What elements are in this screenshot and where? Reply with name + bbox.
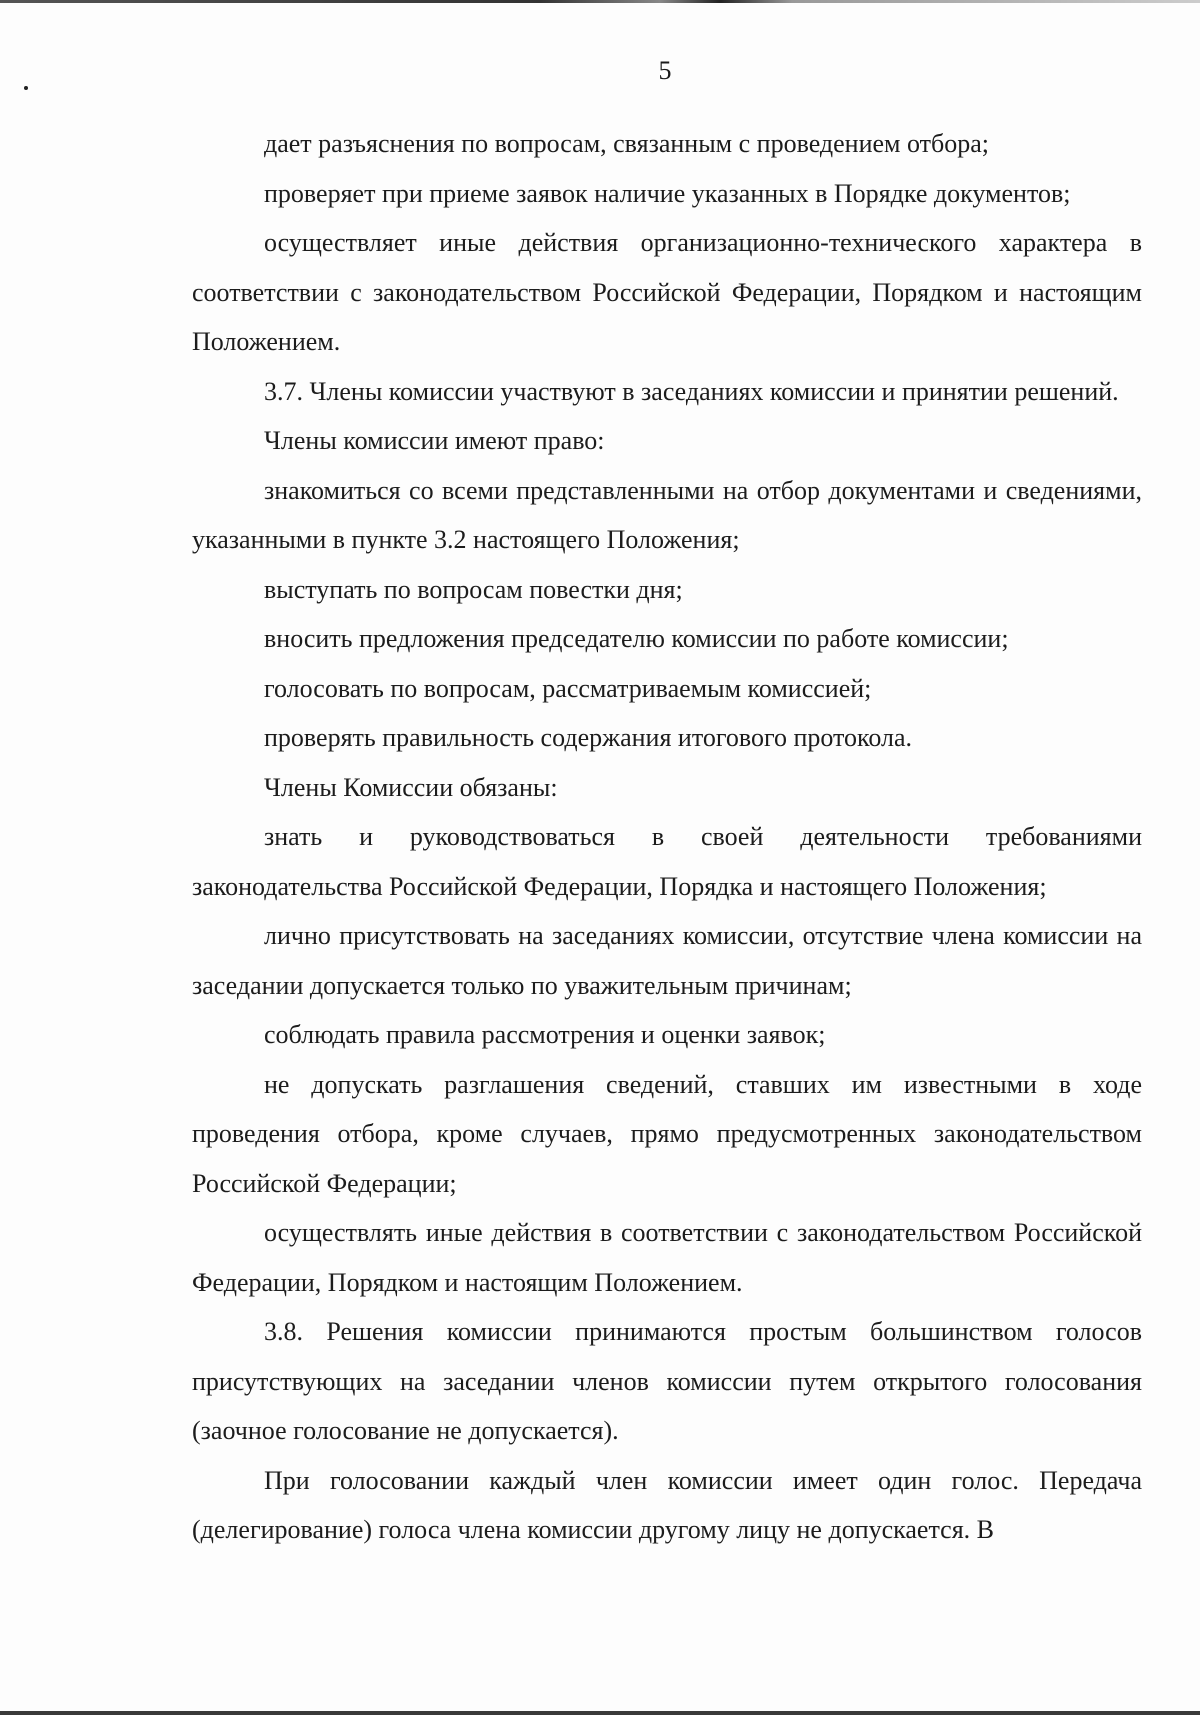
paragraph: проверяет при приеме заявок наличие указанных в Порядке документов; bbox=[264, 178, 1071, 208]
paragraph: осуществлять иные действия в соответствии с законодательством Российской Федерации, Порядком и настоящим Положением. bbox=[192, 1218, 1142, 1297]
paragraph: голосовать по вопросам, рассматриваемым комиссией; bbox=[264, 673, 872, 703]
paragraph: Члены Комиссии обязаны: bbox=[264, 772, 558, 802]
paragraph: осуществляет иные действия организационно-технического характера в соответствии с законодательством Российской Федерации, Порядком и настоящим Положением. bbox=[192, 228, 1142, 356]
paragraph: знать и руководствоваться в своей деятельности требованиями законодательства Российской Федерации, Порядка и настоящего Положения; bbox=[192, 822, 1142, 901]
page-number: 5 bbox=[658, 56, 672, 85]
paragraph: 3.7. Члены комиссии участвуют в заседаниях комиссии и принятии решений. bbox=[264, 376, 1119, 406]
paragraph: вносить предложения председателю комиссии по работе комиссии; bbox=[264, 624, 1009, 653]
scan-speck bbox=[24, 86, 28, 90]
paragraph: дает разъяснения по вопросам, связанным с проведением отбора; bbox=[264, 129, 990, 158]
paragraph: проверять правильность содержания итогового протокола. bbox=[264, 723, 913, 752]
paragraph: лично присутствовать на заседаниях комиссии, отсутствие члена комиссии на заседании допускается только по уважительным причинам; bbox=[192, 921, 1142, 1000]
paragraph: 3.8. Решения комиссии принимаются простым большинством голосов присутствующих на заседании членов комиссии путем открытого голосования (заочное голосование не допускается). bbox=[192, 1317, 1142, 1445]
paragraph: не допускать разглашения сведений, ставших им известными в ходе проведения отбора, кроме случаев, прямо предусмотренных законодательством Российской Федерации; bbox=[192, 1069, 1142, 1198]
paragraph: При голосовании каждый член комиссии имеет один голос. Передача (делегирование) голоса члена комиссии другому лицу не допускается. В bbox=[192, 1465, 1142, 1544]
paragraph: Члены комиссии имеют право: bbox=[264, 426, 605, 455]
paragraph: выступать по вопросам повестки дня; bbox=[264, 574, 683, 604]
scan-edge-top bbox=[0, 0, 1200, 3]
paragraph: соблюдать правила рассмотрения и оценки заявок; bbox=[264, 1020, 826, 1049]
document-body bbox=[192, 119, 1142, 1555]
scan-edge-bottom bbox=[0, 1711, 1200, 1715]
paragraph: знакомиться со всеми представленными на отбор документами и сведениями, указанными в пункте 3.2 настоящего Положения; bbox=[192, 475, 1142, 554]
